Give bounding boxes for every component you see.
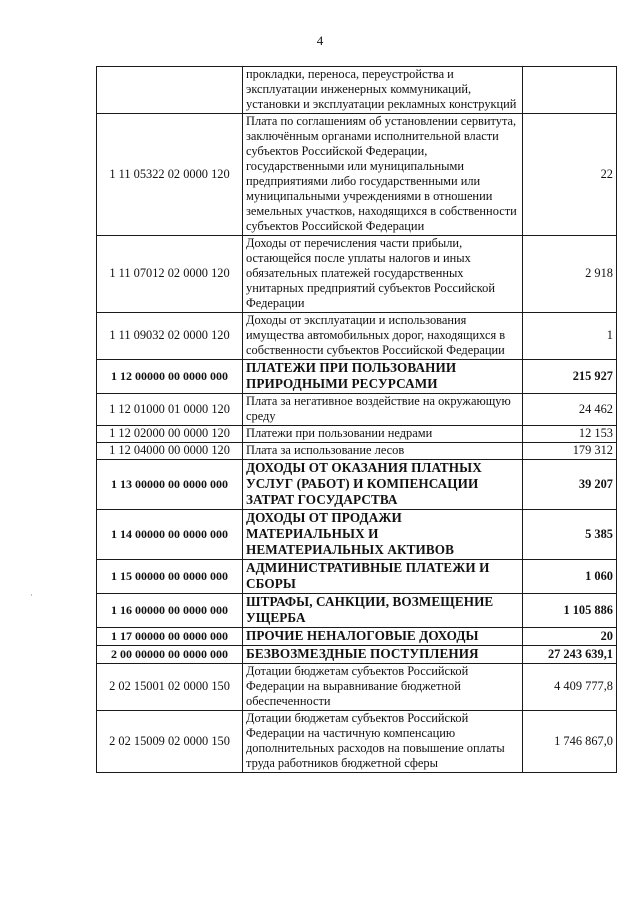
revenue-sum-cell: 5 385 [523,510,617,560]
table-row [97,236,617,313]
revenue-code-cell: 2 02 15009 02 0000 150 [97,711,243,773]
revenue-sum-cell: 2 918 [523,236,617,313]
page-number: 4 [316,33,324,48]
revenue-sum-cell [523,67,617,114]
revenue-name-cell: прокладки, переноса, переустройства и эксплуатации инженерных коммуникаций, установки и эксплуатации рекламных конструкций [243,67,523,114]
table-row [97,460,617,510]
revenue-code-cell: 1 11 05322 02 0000 120 [97,114,243,236]
revenue-name-cell: Дотации бюджетам субъектов Российской Федерации на частичную компенсацию дополнительных расходов на повышение оплаты труда работников бюджетной сферы [243,711,523,773]
table-row [97,510,617,560]
revenue-sum-cell: 4 409 777,8 [523,664,617,711]
revenue-name-cell: ШТРАФЫ, САНКЦИИ, ВОЗМЕЩЕНИЕ УЩЕРБА [243,594,523,628]
revenue-sum-cell: 39 207 [523,460,617,510]
revenue-sum-cell: 1 746 867,0 [523,711,617,773]
revenue-name-cell: Плата за использование лесов [243,443,523,460]
revenue-name-cell: Доходы от перечисления части прибыли, остающейся после уплаты налогов и иных обязательных платежей государственных унитарных предприятий субъектов Российской Федерации [243,236,523,313]
revenue-sum-cell: 22 [523,114,617,236]
revenue-code-cell: 1 12 00000 00 0000 000 [97,360,243,394]
revenue-code-cell: 1 16 00000 00 0000 000 [97,594,243,628]
revenue-code-cell: 1 14 00000 00 0000 000 [97,510,243,560]
revenue-sum-cell: 215 927 [523,360,617,394]
revenue-code-cell: 1 11 09032 02 0000 120 [97,313,243,360]
margin-mark: · [30,590,33,600]
revenue-code-cell [97,67,243,114]
revenue-name-cell: ПРОЧИЕ НЕНАЛОГОВЫЕ ДОХОДЫ [243,628,523,646]
revenue-code-cell: 2 02 15001 02 0000 150 [97,664,243,711]
revenue-name-cell: Доходы от эксплуатации и использования имущества автомобильных дорог, находящихся в собственности субъектов Российской Федерации [243,313,523,360]
revenue-code-cell: 1 12 02000 00 0000 120 [97,426,243,443]
table-row [97,664,617,711]
revenue-sum-cell: 1 [523,313,617,360]
revenue-name-cell: ДОХОДЫ ОТ ПРОДАЖИ МАТЕРИАЛЬНЫХ И НЕМАТЕРИАЛЬНЫХ АКТИВОВ [243,510,523,560]
revenue-code-cell: 1 12 04000 00 0000 120 [97,443,243,460]
table-row [97,646,617,664]
table-row [97,313,617,360]
revenue-name-cell: Плата за негативное воздействие на окружающую среду [243,394,523,426]
revenue-sum-cell: 1 105 886 [523,594,617,628]
revenue-name-cell: Плата по соглашениям об установлении сервитута, заключённым органами исполнительной власти субъектов Российской Федерации, государственными или муниципальными предприятиями либо государственными или муниципальными учреждениями в отношении земельных участков, находящихся в собственности субъектов Российской Федерации [243,114,523,236]
revenue-sum-cell: 27 243 639,1 [523,646,617,664]
revenue-code-cell: 1 11 07012 02 0000 120 [97,236,243,313]
revenue-name-cell: АДМИНИСТРАТИВНЫЕ ПЛАТЕЖИ И СБОРЫ [243,560,523,594]
revenue-sum-cell: 12 153 [523,426,617,443]
table-row [97,114,617,236]
table-row [97,67,617,114]
table-row [97,360,617,394]
revenue-code-cell: 1 17 00000 00 0000 000 [97,628,243,646]
revenue-code-cell: 1 13 00000 00 0000 000 [97,460,243,510]
revenue-sum-cell: 179 312 [523,443,617,460]
table-row [97,560,617,594]
revenue-sum-cell: 1 060 [523,560,617,594]
revenue-sum-cell: 24 462 [523,394,617,426]
revenue-table-body [97,67,617,773]
table-row [97,394,617,426]
revenue-name-cell: Платежи при пользовании недрами [243,426,523,443]
table-row [97,443,617,460]
revenue-sum-cell: 20 [523,628,617,646]
revenue-code-cell: 1 15 00000 00 0000 000 [97,560,243,594]
revenue-name-cell: ПЛАТЕЖИ ПРИ ПОЛЬЗОВАНИИ ПРИРОДНЫМИ РЕСУРСАМИ [243,360,523,394]
revenue-code-cell: 2 00 00000 00 0000 000 [97,646,243,664]
revenue-name-cell: ДОХОДЫ ОТ ОКАЗАНИЯ ПЛАТНЫХ УСЛУГ (РАБОТ) И КОМПЕНСАЦИИ ЗАТРАТ ГОСУДАРСТВА [243,460,523,510]
table-row [97,594,617,628]
revenue-name-cell: Дотации бюджетам субъектов Российской Федерации на выравнивание бюджетной обеспеченности [243,664,523,711]
revenue-code-cell: 1 12 01000 01 0000 120 [97,394,243,426]
table-row [97,426,617,443]
table-row [97,628,617,646]
revenue-table [96,66,617,773]
revenue-name-cell: БЕЗВОЗМЕЗДНЫЕ ПОСТУПЛЕНИЯ [243,646,523,664]
table-row [97,711,617,773]
